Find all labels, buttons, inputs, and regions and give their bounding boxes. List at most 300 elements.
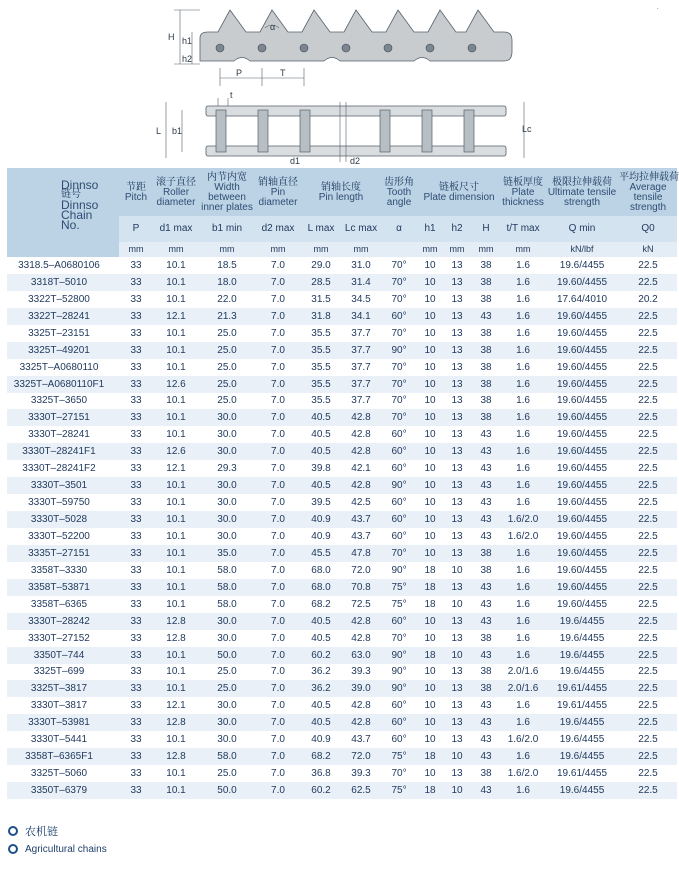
table-cell: 38 [471, 664, 501, 681]
table-cell: 70.8 [341, 579, 381, 596]
table-cell: 33 [119, 443, 153, 460]
table-row [7, 494, 677, 511]
table-cell: 13 [443, 680, 471, 697]
table-cell: 10 [417, 376, 443, 393]
table-row [7, 460, 677, 477]
table-cell: 19.60/4455 [545, 376, 619, 393]
table-cell: 30.0 [199, 477, 255, 494]
brand-line3: Dinnso [61, 198, 99, 212]
table-cell: 19.60/4455 [545, 460, 619, 477]
table-cell: 30.0 [199, 714, 255, 731]
table-cell: 25.0 [199, 325, 255, 342]
roller [258, 110, 268, 152]
table-cell: 60° [381, 697, 417, 714]
table-cell: 22.5 [619, 494, 677, 511]
table-row [7, 257, 677, 274]
table-cell: 10 [417, 393, 443, 410]
chain-model-cell: 3330T–52200 [7, 528, 119, 545]
table-cell: 10.1 [153, 393, 199, 410]
table-cell: 19.60/4455 [545, 511, 619, 528]
table-cell: 75° [381, 782, 417, 799]
dim-label-H: H [168, 32, 175, 42]
table-cell: 38 [471, 359, 501, 376]
table-row [7, 274, 677, 291]
table-cell: 38 [471, 680, 501, 697]
table-cell: 42.8 [341, 613, 381, 630]
table-cell: 38 [471, 765, 501, 782]
table-cell: 13 [443, 545, 471, 562]
table-row [7, 680, 677, 697]
table-row [7, 376, 677, 393]
table-cell: 25.0 [199, 664, 255, 681]
table-cell: 33 [119, 545, 153, 562]
table-cell: 38 [471, 630, 501, 647]
table-cell: 68.2 [301, 748, 341, 765]
table-cell: 13 [443, 460, 471, 477]
table-cell: 19.6/4455 [545, 257, 619, 274]
table-cell: 39.5 [301, 494, 341, 511]
table-cell: 7.0 [255, 731, 301, 748]
pin-circle [468, 44, 476, 52]
table-cell: 18 [417, 596, 443, 613]
chain-model-cell: 3330T–28241 [7, 426, 119, 443]
table-cell: 13 [443, 291, 471, 308]
dim-label-b1: b1 [172, 126, 183, 136]
table-cell: 10 [417, 291, 443, 308]
table-cell: 18 [417, 647, 443, 664]
table-cell: 1.6 [501, 562, 545, 579]
header-chain-no [7, 168, 119, 242]
pin-circle [384, 44, 392, 52]
table-cell: 7.0 [255, 494, 301, 511]
table-cell: 7.0 [255, 342, 301, 359]
table-cell: 37.7 [341, 376, 381, 393]
table-cell: 1.6 [501, 325, 545, 342]
brand-line4: Chain [61, 208, 93, 222]
table-cell: 33 [119, 664, 153, 681]
table-cell: 10.1 [153, 731, 199, 748]
chain-model-cell: 3330T–3501 [7, 477, 119, 494]
table-cell: 30.0 [199, 409, 255, 426]
table-cell: 10.1 [153, 409, 199, 426]
pin-circle [258, 44, 266, 52]
table-cell: 90° [381, 562, 417, 579]
table-cell: 7.0 [255, 325, 301, 342]
chain-model-cell: 3325T–3817 [7, 680, 119, 697]
table-cell: 60° [381, 613, 417, 630]
table-cell: 13 [443, 443, 471, 460]
table-cell: 22.5 [619, 647, 677, 664]
table-cell: 7.0 [255, 647, 301, 664]
table-cell: 60° [381, 528, 417, 545]
dim-label-Lc: Lc [522, 124, 532, 134]
table-cell: 33 [119, 376, 153, 393]
bullet-circle-icon [8, 844, 18, 854]
table-cell: 1.6 [501, 579, 545, 596]
table-cell: 13 [443, 613, 471, 630]
table-cell: 10 [417, 545, 443, 562]
table-cell: 38 [471, 257, 501, 274]
table-cell: 12.8 [153, 748, 199, 765]
table-cell: 35.5 [301, 359, 341, 376]
table-cell: 19.61/4455 [545, 697, 619, 714]
table-cell: 1.6 [501, 308, 545, 325]
table-cell: 13 [443, 393, 471, 410]
table-cell: 1.6 [501, 714, 545, 731]
chain-model-cell: 3330T–28242 [7, 613, 119, 630]
table-cell: 90° [381, 680, 417, 697]
table-cell: 58.0 [199, 748, 255, 765]
table-cell: 70° [381, 291, 417, 308]
table-cell: 10 [417, 511, 443, 528]
pin-circle [426, 44, 434, 52]
table-cell: 40.5 [301, 426, 341, 443]
table-row [7, 291, 677, 308]
table-cell: 13 [443, 426, 471, 443]
table-cell: 37.7 [341, 359, 381, 376]
chain-model-cell: 3318T–5010 [7, 274, 119, 291]
table-cell: 7.0 [255, 613, 301, 630]
table-cell: 22.5 [619, 274, 677, 291]
table-cell: 7.0 [255, 714, 301, 731]
table-cell: 19.60/4455 [545, 494, 619, 511]
table-cell: 10.1 [153, 274, 199, 291]
side-plate-bottom [206, 146, 506, 156]
table-cell: 22.5 [619, 613, 677, 630]
table-cell: 22.5 [619, 511, 677, 528]
table-row [7, 647, 677, 664]
table-cell: 10 [417, 308, 443, 325]
table-cell: 1.6 [501, 393, 545, 410]
table-cell: 42.8 [341, 697, 381, 714]
table-cell: 33 [119, 426, 153, 443]
table-cell: 43 [471, 443, 501, 460]
table-cell: 22.5 [619, 664, 677, 681]
table-cell: 1.6/2.0 [501, 731, 545, 748]
table-cell: 35.5 [301, 376, 341, 393]
table-cell: 25.0 [199, 765, 255, 782]
table-cell: 35.0 [199, 545, 255, 562]
table-cell: 28.5 [301, 274, 341, 291]
chain-model-cell: 3330T–53981 [7, 714, 119, 731]
table-cell: 60° [381, 731, 417, 748]
table-row [7, 443, 677, 460]
table-cell: 10 [443, 596, 471, 613]
table-cell: 22.5 [619, 782, 677, 799]
table-cell: 37.7 [341, 393, 381, 410]
table-cell: 13 [443, 325, 471, 342]
table-cell: 13 [443, 664, 471, 681]
pin-circle [300, 44, 308, 52]
table-cell: 7.0 [255, 477, 301, 494]
table-cell: 75° [381, 579, 417, 596]
table-cell: 43 [471, 308, 501, 325]
table-cell: 60° [381, 308, 417, 325]
table-cell: 33 [119, 731, 153, 748]
table-cell: 70° [381, 376, 417, 393]
table-cell: 12.1 [153, 308, 199, 325]
table-cell: 10.1 [153, 477, 199, 494]
table-cell: 10.1 [153, 342, 199, 359]
table-cell: 10.1 [153, 765, 199, 782]
brand-line5: No. [61, 218, 80, 232]
table-cell: 7.0 [255, 376, 301, 393]
table-cell: 70° [381, 630, 417, 647]
chain-model-cell: 3358T–6365 [7, 596, 119, 613]
table-cell: 33 [119, 460, 153, 477]
chain-model-cell: 3318.5–A0680106 [7, 257, 119, 274]
table-cell: 13 [443, 630, 471, 647]
header-unit-row: mm mm mm mm mm mm mm mm mm mm kN/lbf kN [7, 242, 677, 257]
table-cell: 13 [443, 308, 471, 325]
table-cell: 7.0 [255, 697, 301, 714]
table-cell: 33 [119, 477, 153, 494]
table-cell: 19.60/4455 [545, 545, 619, 562]
table-row [7, 782, 677, 799]
table-cell: 40.5 [301, 613, 341, 630]
dim-label-T: T [280, 68, 286, 78]
chain-model-cell: 3335T–27151 [7, 545, 119, 562]
table-cell: 7.0 [255, 579, 301, 596]
table-cell: 60° [381, 443, 417, 460]
table-cell: 19.6/4455 [545, 613, 619, 630]
dim-label-d2: d2 [350, 156, 361, 166]
table-cell: 22.5 [619, 426, 677, 443]
dim-label-h2: h2 [182, 54, 193, 64]
table-cell: 19.6/4455 [545, 731, 619, 748]
table-cell: 10.1 [153, 511, 199, 528]
table-row [7, 748, 677, 765]
table-cell: 1.6 [501, 460, 545, 477]
chain-model-cell: 3325T–5060 [7, 765, 119, 782]
header-tooth-angle: 齿形角 Tooth angle [381, 168, 417, 216]
table-cell: 33 [119, 494, 153, 511]
table-row [7, 342, 677, 359]
chain-model-cell: 3325T–A0680110F1 [7, 376, 119, 393]
table-cell: 10 [417, 274, 443, 291]
header-average-tensile: 平均拉伸载荷 Average tensile strength [619, 168, 677, 216]
table-cell: 34.5 [341, 291, 381, 308]
table-cell: 63.0 [341, 647, 381, 664]
table-cell: 33 [119, 748, 153, 765]
table-cell: 1.6 [501, 596, 545, 613]
table-cell: 10 [417, 443, 443, 460]
table-cell: 43 [471, 460, 501, 477]
table-cell: 10 [443, 748, 471, 765]
table-cell: 10 [417, 680, 443, 697]
chain-model-cell: 3330T–28241F2 [7, 460, 119, 477]
table-cell: 70° [381, 545, 417, 562]
table-cell: 18 [417, 782, 443, 799]
table-cell: 40.5 [301, 443, 341, 460]
table-cell: 19.6/4455 [545, 782, 619, 799]
table-row [7, 613, 677, 630]
table-cell: 43 [471, 782, 501, 799]
table-cell: 7.0 [255, 630, 301, 647]
table-cell: 33 [119, 393, 153, 410]
table-cell: 40.5 [301, 697, 341, 714]
table-cell: 7.0 [255, 511, 301, 528]
chain-model-cell: 3350T–6379 [7, 782, 119, 799]
table-cell: 22.5 [619, 714, 677, 731]
table-cell: 12.1 [153, 460, 199, 477]
table-cell: 7.0 [255, 460, 301, 477]
table-cell: 30.0 [199, 731, 255, 748]
toothed-plate [200, 10, 512, 61]
table-cell: 30.0 [199, 630, 255, 647]
table-cell: 10.1 [153, 545, 199, 562]
table-cell: 1.6 [501, 443, 545, 460]
chain-model-cell: 3330T–59750 [7, 494, 119, 511]
table-cell: 38 [471, 562, 501, 579]
table-cell: 38 [471, 274, 501, 291]
table-cell: 18 [417, 579, 443, 596]
chain-model-cell: 3330T–28241F1 [7, 443, 119, 460]
pin-circle [216, 44, 224, 52]
chain-model-cell: 3358T–53871 [7, 579, 119, 596]
side-plate-top [206, 106, 506, 116]
table-cell: 10 [443, 782, 471, 799]
table-cell: 39.3 [341, 664, 381, 681]
table-cell: 13 [443, 528, 471, 545]
table-cell: 1.6 [501, 647, 545, 664]
table-cell: 58.0 [199, 579, 255, 596]
table-cell: 22.5 [619, 376, 677, 393]
table-cell: 33 [119, 409, 153, 426]
header-inner-width: 内节内宽 Width between inner plates [199, 168, 255, 216]
table-cell: 7.0 [255, 393, 301, 410]
table-cell: 10.1 [153, 664, 199, 681]
table-cell: 22.5 [619, 528, 677, 545]
table-cell: 17.64/4010 [545, 291, 619, 308]
table-cell: 12.6 [153, 376, 199, 393]
table-cell: 1.6/2.0 [501, 765, 545, 782]
table-cell: 1.6 [501, 630, 545, 647]
table-cell: 60° [381, 714, 417, 731]
footer-title-cn: 农机链 [25, 826, 58, 838]
table-row [7, 325, 677, 342]
table-cell: 72.0 [341, 748, 381, 765]
table-cell: 12.6 [153, 443, 199, 460]
table-cell: 22.5 [619, 545, 677, 562]
roller [380, 110, 390, 152]
table-cell: 60° [381, 460, 417, 477]
table-cell: 60.2 [301, 647, 341, 664]
table-cell: 62.5 [341, 782, 381, 799]
chain-model-cell: 3325T–49201 [7, 342, 119, 359]
table-cell: 36.2 [301, 664, 341, 681]
table-cell: 37.7 [341, 325, 381, 342]
table-cell: 13 [443, 274, 471, 291]
dim-label-P: P [236, 68, 243, 78]
table-cell: 25.0 [199, 680, 255, 697]
table-cell: 19.61/4455 [545, 680, 619, 697]
table-cell: 33 [119, 511, 153, 528]
table-cell: 30.0 [199, 613, 255, 630]
table-cell: 1.6 [501, 782, 545, 799]
table-cell: 22.5 [619, 460, 677, 477]
table-cell: 39.8 [301, 460, 341, 477]
table-cell: 13 [443, 765, 471, 782]
table-cell: 38 [471, 342, 501, 359]
table-cell: 13 [443, 376, 471, 393]
table-cell: 7.0 [255, 528, 301, 545]
table-cell: 7.0 [255, 409, 301, 426]
table-cell: 42.1 [341, 460, 381, 477]
table-cell: 12.8 [153, 630, 199, 647]
table-cell: 90° [381, 477, 417, 494]
table-cell: 12.1 [153, 697, 199, 714]
table-cell: 7.0 [255, 664, 301, 681]
table-cell: 13 [443, 409, 471, 426]
chain-model-cell: 3330T–27151 [7, 409, 119, 426]
chain-model-cell: 3325T–3650 [7, 393, 119, 410]
table-cell: 43 [471, 579, 501, 596]
chain-model-cell: 3325T–A0680110 [7, 359, 119, 376]
table-cell: 90° [381, 647, 417, 664]
table-cell: 19.60/4455 [545, 274, 619, 291]
footer [8, 823, 107, 859]
table-cell: 60.2 [301, 782, 341, 799]
table-cell: 30.0 [199, 697, 255, 714]
table-cell: 10 [443, 562, 471, 579]
table-row [7, 765, 677, 782]
table-cell: 70° [381, 359, 417, 376]
table-cell: 22.5 [619, 562, 677, 579]
table-cell: 33 [119, 257, 153, 274]
table-cell: 10 [417, 409, 443, 426]
table-cell: 7.0 [255, 596, 301, 613]
table-cell: 33 [119, 680, 153, 697]
table-cell: 35.5 [301, 342, 341, 359]
table-cell: 19.60/4455 [545, 477, 619, 494]
table-cell: 25.0 [199, 376, 255, 393]
table-cell: 10 [417, 765, 443, 782]
table-cell: 39.3 [341, 765, 381, 782]
table-cell: 30.0 [199, 511, 255, 528]
table-cell: 60° [381, 511, 417, 528]
table-cell: 43 [471, 477, 501, 494]
table-cell: 42.8 [341, 443, 381, 460]
table-cell: 33 [119, 596, 153, 613]
table-row [7, 528, 677, 545]
table-cell: 22.5 [619, 765, 677, 782]
table-cell: 40.5 [301, 409, 341, 426]
table-cell: 10.1 [153, 494, 199, 511]
table-cell: 36.2 [301, 680, 341, 697]
table-cell: 18.0 [199, 274, 255, 291]
table-cell: 38 [471, 393, 501, 410]
table-cell: 72.0 [341, 562, 381, 579]
table-cell: 38 [471, 545, 501, 562]
table-cell: 45.5 [301, 545, 341, 562]
table-cell: 33 [119, 528, 153, 545]
chain-model-cell: 3358T–3330 [7, 562, 119, 579]
table-cell: 35.5 [301, 393, 341, 410]
table-row [7, 359, 677, 376]
chain-model-cell: 3350T–744 [7, 647, 119, 664]
table-cell: 7.0 [255, 274, 301, 291]
table-cell: 10.1 [153, 680, 199, 697]
table-cell: 1.6 [501, 426, 545, 443]
brand-line1: Dinnso [61, 178, 99, 192]
table-cell: 22.5 [619, 409, 677, 426]
table-row [7, 630, 677, 647]
chain-model-cell: 3322T–28241 [7, 308, 119, 325]
table-cell: 43 [471, 748, 501, 765]
table-cell: 43 [471, 714, 501, 731]
table-cell: 13 [443, 257, 471, 274]
